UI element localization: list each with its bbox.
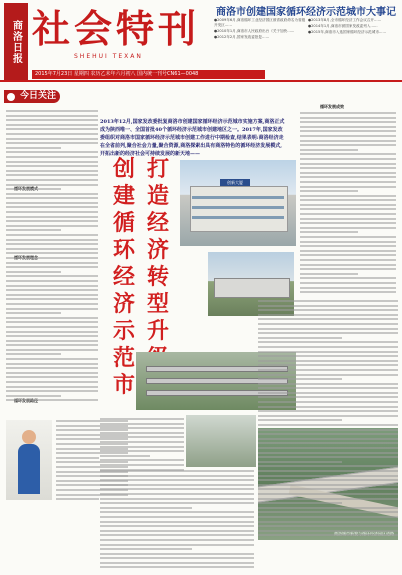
text-line [258, 488, 398, 490]
text-line [258, 378, 342, 380]
window-row [192, 216, 284, 219]
text-line [6, 390, 98, 392]
text-line [6, 220, 98, 222]
text-line [258, 314, 398, 316]
text-line [100, 493, 254, 495]
text-line [6, 344, 98, 346]
text-line [6, 321, 98, 323]
text-line [100, 525, 254, 527]
text-line [258, 424, 398, 426]
title-pinyin: SHEHUI TEXAN [74, 53, 143, 60]
text-line [100, 441, 184, 443]
text-line [100, 557, 254, 559]
text-line [300, 231, 358, 233]
text-line [258, 332, 398, 334]
text-line [100, 553, 254, 555]
text-line [258, 502, 342, 504]
text-line [300, 153, 396, 155]
text-line [6, 193, 98, 195]
chronicle-note: ●2010年1月,商洛市人民政府出台《关于加快…… [214, 29, 295, 33]
text-line [258, 465, 398, 467]
text-line [258, 475, 398, 477]
text-line [6, 367, 98, 369]
text-line [6, 289, 98, 291]
text-line [100, 432, 184, 434]
text-line [6, 197, 98, 199]
body-text-column-right [300, 112, 396, 296]
office-building-photo [180, 160, 296, 246]
text-line [6, 358, 98, 360]
text-line [100, 479, 254, 481]
text-line [300, 149, 358, 151]
text-line [56, 498, 99, 500]
text-line [300, 167, 396, 169]
text-line [258, 452, 398, 454]
text-line [6, 165, 98, 167]
text-line [6, 216, 98, 218]
body-text-column-left [6, 110, 98, 404]
building-shape [190, 186, 288, 232]
text-line [6, 151, 98, 153]
text-line [300, 135, 396, 137]
text-line [6, 115, 98, 117]
worker-body [18, 444, 40, 494]
text-line [6, 303, 98, 305]
text-line [6, 161, 98, 163]
text-line [300, 199, 396, 201]
text-line [6, 188, 61, 190]
text-line [6, 170, 98, 172]
text-line [100, 530, 254, 532]
text-line [300, 236, 396, 238]
text-line [258, 328, 398, 330]
text-line [258, 429, 398, 431]
text-line [100, 516, 254, 518]
text-line [6, 280, 98, 282]
text-line [100, 511, 254, 513]
building-sign: 创新大厦 [220, 179, 250, 186]
text-line [6, 124, 98, 126]
text-line [100, 488, 254, 490]
text-line [258, 318, 398, 320]
text-line [6, 119, 98, 121]
chronicle-note: ●2015年,商洛市入选国家循环经济示范城市…… [308, 30, 387, 34]
text-line [300, 121, 396, 123]
text-line [300, 282, 396, 284]
text-line [300, 126, 396, 128]
text-line [56, 457, 99, 459]
text-line [300, 241, 396, 243]
page-title: 社会特刊 [32, 6, 201, 51]
text-line [6, 271, 61, 273]
text-line [100, 534, 254, 536]
chronicle-note: ●2014年1月,商洛市被国家发改委列入…… [308, 24, 378, 28]
text-line [258, 511, 398, 513]
text-line [258, 479, 398, 481]
text-line [300, 250, 396, 252]
chronicle-notes-left [214, 18, 306, 41]
text-line [258, 470, 398, 472]
factory-hall [214, 278, 290, 298]
intro-paragraph: 2013年12月,国家发改委批复商洛市创建国家循环经济示范城市实施方案,商洛正式成为陕西唯一、全国首批40个循环经济示范城市创建地区之一。2017年,国家发改委组织对商洛市国家循环经济示范城市创建工作进行中期检查,结果表明:商洛经济走在全省前列,聚合社会力量,聚合资源,商洛探索出具有商洛特色的循环经济发展模式,开拓出新的经济社会可持续发展的新天地—— [100, 119, 285, 157]
text-line [6, 133, 98, 135]
text-line [100, 539, 254, 541]
text-line [6, 312, 61, 314]
text-line [300, 264, 396, 266]
text-line [258, 456, 398, 458]
text-line [258, 323, 398, 325]
text-line [300, 190, 358, 192]
text-line [100, 446, 184, 448]
window-row [192, 206, 284, 209]
text-line [6, 184, 98, 186]
text-line [100, 427, 184, 429]
text-line [300, 273, 358, 275]
text-line [258, 392, 398, 394]
text-line [6, 179, 98, 181]
section-tag-label: 今日关注 [20, 91, 57, 101]
text-line [300, 277, 396, 279]
text-line [258, 360, 398, 362]
text-line [6, 252, 98, 254]
window-row [192, 196, 284, 199]
subhead: 循环发展成效 [320, 104, 344, 109]
text-line [100, 450, 184, 452]
text-line [300, 144, 396, 146]
body-text-column-bottom [100, 470, 254, 571]
text-line [6, 206, 98, 208]
text-line [258, 516, 398, 518]
text-line [300, 268, 396, 270]
text-line [6, 243, 98, 245]
text-line [258, 305, 398, 307]
text-line [258, 309, 398, 311]
text-line [258, 369, 398, 371]
headline-column-2: 打造经济转型升 [146, 156, 169, 344]
dateline: 2015年7月23日 星期四 农历乙未年六月初八 国内统一刊号CN61—0048 [32, 70, 265, 79]
text-line [6, 266, 98, 268]
text-line [258, 374, 398, 376]
text-line [6, 331, 98, 333]
feature-headline [108, 156, 178, 398]
text-line [100, 521, 254, 523]
text-line [6, 225, 98, 227]
text-line [100, 566, 254, 568]
text-line [258, 507, 398, 509]
text-line [6, 363, 98, 365]
text-line [6, 138, 98, 140]
text-line [6, 340, 98, 342]
text-line [100, 436, 184, 438]
text-line [6, 372, 98, 374]
text-line [300, 254, 396, 256]
body-text-column-middle [100, 418, 184, 473]
text-line [6, 234, 98, 236]
body-text-column-right-lower [258, 300, 398, 539]
section-tag [4, 90, 60, 103]
text-line [300, 204, 396, 206]
worker-head [22, 430, 36, 444]
text-line [258, 442, 398, 444]
text-line [300, 140, 396, 142]
text-line [258, 525, 398, 527]
text-line [258, 351, 398, 353]
text-line [300, 172, 396, 174]
text-line [100, 507, 192, 509]
text-line [258, 447, 398, 449]
text-line [258, 534, 398, 536]
section-dot-icon [7, 93, 15, 101]
text-line [258, 433, 398, 435]
text-line [300, 222, 396, 224]
text-line [258, 438, 398, 440]
text-line [300, 245, 396, 247]
text-line [258, 461, 342, 463]
text-line [258, 355, 398, 357]
plant-photo [186, 415, 256, 467]
text-line [6, 353, 61, 355]
text-line [300, 181, 396, 183]
masthead-divider [0, 80, 402, 82]
text-line [100, 470, 254, 472]
text-line [300, 218, 396, 220]
text-line [6, 202, 98, 204]
text-line [300, 195, 396, 197]
text-line [300, 176, 396, 178]
text-line [100, 498, 254, 500]
text-line [6, 308, 98, 310]
text-line [6, 386, 98, 388]
text-line [258, 383, 398, 385]
text-line [258, 530, 398, 532]
text-line [6, 174, 98, 176]
text-line [6, 317, 98, 319]
text-line [100, 464, 184, 466]
text-line [258, 337, 342, 339]
text-line [6, 147, 61, 149]
masthead [4, 3, 398, 81]
text-line [300, 117, 396, 119]
text-line [300, 112, 396, 114]
chronicle-note: ●2013年8月,全市循环经济工作会议召开…… [308, 18, 382, 22]
text-line [258, 484, 398, 486]
text-line [6, 128, 98, 130]
text-line [258, 406, 398, 408]
text-line [300, 130, 396, 132]
text-line [6, 262, 98, 264]
text-line [6, 257, 98, 259]
text-line [300, 208, 396, 210]
text-line [100, 484, 254, 486]
text-line [300, 213, 396, 215]
text-line [6, 326, 98, 328]
text-line [6, 229, 61, 231]
text-line [6, 211, 98, 213]
text-line [6, 294, 98, 296]
text-line [6, 335, 98, 337]
text-line [6, 248, 98, 250]
text-line [300, 259, 396, 261]
text-line [6, 275, 98, 277]
text-line [300, 186, 396, 188]
text-line [300, 158, 396, 160]
text-line [258, 419, 342, 421]
text-line [6, 110, 98, 112]
text-line [300, 287, 396, 289]
text-line [100, 459, 184, 461]
text-line [258, 387, 398, 389]
text-line [6, 395, 61, 397]
text-line [100, 418, 184, 420]
text-line [258, 396, 398, 398]
text-line [100, 562, 254, 564]
headline-column-1: 创建循环经济示范市 [112, 156, 135, 398]
text-line [258, 410, 398, 412]
chronicle-headline: 商洛市创建国家循环经济示范城市大事记 [216, 7, 396, 18]
text-line [6, 376, 98, 378]
text-line [100, 502, 254, 504]
text-line [6, 399, 98, 401]
chronicle-note: ●2012年2月,国家发改委批复…… [214, 35, 270, 39]
text-line [258, 346, 398, 348]
text-line [258, 493, 398, 495]
text-line [258, 498, 398, 500]
text-line [6, 381, 98, 383]
text-line [258, 300, 398, 302]
text-line [6, 298, 98, 300]
text-line [258, 341, 398, 343]
text-line [258, 364, 398, 366]
text-line [258, 401, 398, 403]
text-line [100, 544, 254, 546]
text-line [100, 548, 192, 550]
text-line [100, 455, 150, 457]
text-line [6, 285, 98, 287]
text-line [300, 291, 396, 293]
text-line [6, 239, 98, 241]
text-line [300, 227, 396, 229]
chronicle-note: ●2009年6月,商洛循环工业经济园区被省政府命名为省级开发区…… [214, 18, 306, 27]
text-line [100, 475, 254, 477]
text-line [6, 156, 98, 158]
text-line [300, 163, 396, 165]
text-line [6, 142, 98, 144]
chronicle-notes-right [308, 18, 400, 36]
text-line [258, 521, 398, 523]
text-line [258, 415, 398, 417]
vertical-logo: 商洛日报 [4, 3, 28, 81]
worker-photo [6, 420, 52, 500]
text-line [100, 423, 184, 425]
text-line [6, 349, 98, 351]
